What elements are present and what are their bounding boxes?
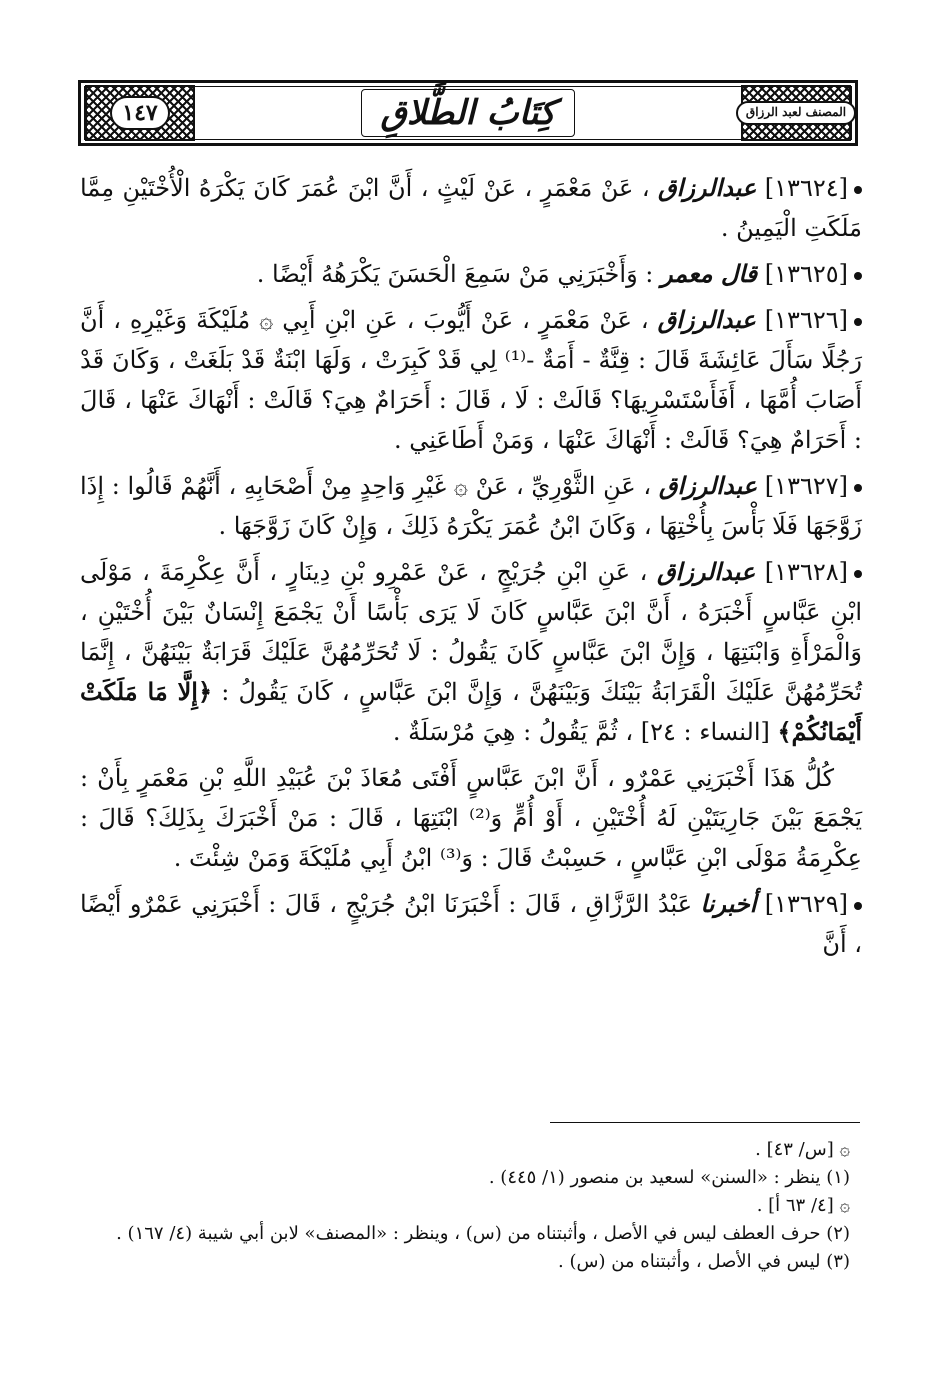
hadith-text: ، عَنْ مَعْمَرٍ ، عَنْ أَيُّوبَ ، عَنِ ابْنِ أَبِي ۞ مُلَيْكَةَ وَغَيْرِهِ ، أَنَّ رَجُلًا سَأَلَ عَائِشَةَ قَالَ : قِنَّةٌ - أَمَةٌ -⁽¹⁾ لِي قَدْ كَبِرَتْ ، وَلَهَا ابْنَةٌ قَدْ بَلَغَتْ ، وَكَانَ قَدْ أَصَابَ أُمَّهَا ، أَفَأَسْتَسْرِيهَا؟ قَالَتْ : لَا ، قَالَ : أَحَرَامٌ هِيَ؟ قَالَتْ : أَنْهَاكَ عَنْهَا ، قَالَ : أَحَرَامٌ هِيَ؟ قَالَتْ : أَنْهَاكَ عَنْهَا ، وَمَنْ أَطَاعَنِي . [80, 306, 863, 454]
bullet-icon [854, 186, 862, 194]
narrator: عبدالرزاق [658, 471, 758, 500]
hadith-number: [١٣٦٢٨] [764, 558, 848, 586]
page-number: ١٤٧ [110, 96, 169, 130]
narrator: عبدالرزاق [656, 557, 756, 586]
narrator: عبدالرزاق [658, 173, 757, 202]
hadith-entry [80, 168, 862, 248]
hadith-text-continued: ، ثُمَّ يَقُولُ : هِيَ مُرْسَلَةٌ . [392, 718, 634, 746]
continuation-paragraph: كُلُّ هَذَا أَخْبَرَنِي عَمْرٌو ، أَنَّ ابْنَ عَبَّاسٍ أَفْتَى مُعَاذَ بْنَ عُبَيْدِ اللَّهِ بْنِ مَعْمَرٍ بِأَنْ : يَجْمَعَ بَيْنَ جَارِيَتَيْنِ لَهُ أُخْتَيْنِ ، أَوْ أُمٍّ وَ⁽²⁾ ابْنَتِهَا ، قَالَ : مَنْ أَخْبَرَكَ بِذَلِكَ؟ قَالَ : عِكْرِمَةُ مَوْلَى ابْنِ عَبَّاسٍ ، حَسِبْتُ قَالَ : وَ⁽³⁾ ابْنُ أَبِي مُلَيْكَةَ وَمَنْ شِئْتَ . [80, 764, 863, 872]
hadith-number: [١٣٦٢٩] [764, 890, 848, 918]
book-title: كِتَابُ الطَّلاقِ [361, 89, 574, 137]
bullet-icon [854, 902, 862, 910]
footnote: (١) ينظر : «السنن» لسعيد بن منصور (١/ ٤٤٥) . [488, 1167, 850, 1188]
logo-text: المصنف لعبد الرزاق [736, 101, 856, 124]
hadith-entry [80, 552, 862, 752]
footnote: (٣) ليس في الأصل ، وأثبتناه من (س) . [558, 1251, 850, 1272]
page-header [78, 80, 858, 146]
hadith-entry [80, 300, 862, 460]
narrator: قال معمر [661, 259, 758, 288]
narrator: أخبرنا [700, 889, 757, 918]
footnote-divider [550, 1122, 860, 1123]
quran-verse: ﴿إِلَّا مَا مَلَكَتْ أَيْمَانُكُمْ﴾ [80, 677, 862, 746]
hadith-text: : وَأَخْبَرَنِي مَنْ سَمِعَ الْحَسَنَ يَكْرَهُهُ أَيْضًا . [256, 260, 654, 288]
hadith-number: [١٣٦٢٦] [764, 306, 848, 334]
hadith-number: [١٣٦٢٤] [764, 174, 848, 202]
footnotes [80, 1136, 850, 1276]
footnote: ۞ [س/ ٤٣] . [755, 1139, 850, 1160]
main-text [80, 168, 862, 970]
page-number-ornament [85, 85, 195, 141]
footnote: (٢) حرف العطف ليس في الأصل ، وأثبتناه من (س) ، وينظر : «المصنف» لابن أبي شيبة (٤/ ١٦٧) . [116, 1223, 850, 1244]
hadith-entry [80, 254, 862, 294]
bullet-icon [854, 570, 862, 578]
hadith-entry [80, 466, 862, 546]
bullet-icon [854, 318, 862, 326]
narrator: عبدالرزاق [657, 305, 756, 334]
hadith-text: عَبْدُ الرَّزَّاقِ ، قَالَ : أَخْبَرَنَا ابْنُ جُرَيْجٍ ، قَالَ : أَخْبَرَنِي عَمْرٌو أَيْضًا ، أَنَّ [80, 890, 862, 958]
verse-reference: [النساء : ٢٤] [640, 718, 770, 746]
hadith-entry [80, 884, 862, 964]
hadith-number: [١٣٦٢٥] [764, 260, 848, 288]
footnote: ۞ [٤/ ٦٣ أ] . [756, 1195, 850, 1216]
hadith-text: ، عَنِ ابْنِ جُرَيْجٍ ، عَنْ عَمْرِو بْنِ دِينَارٍ ، أَنَّ عِكْرِمَةَ ، مَوْلَى ابْنِ عَبَّاسٍ أَخْبَرَهُ ، أَنَّ ابْنَ عَبَّاسٍ كَانَ لَا يَرَى بَأْسًا أَنْ يَجْمَعَ إِنْسَانٌ بَيْنَ أُخْتَيْنِ ، وَالْمَرْأَةِ وَابْنَتِهَا ، وَإِنَّ ابْنَ عَبَّاسٍ كَانَ يَقُولُ : لَا تُحَرِّمُهُنَّ عَلَيْكَ قَرَابَةٌ بَيْنَهُنَّ ، إِنَّمَا تُحَرِّمُهُنَّ عَلَيْكَ الْقَرَابَةُ بَيْنَكَ وَبَيْنَهُنَّ ، وَإِنَّ ابْنَ عَبَّاسٍ ، كَانَ يَقُولُ : [80, 558, 862, 706]
publisher-logo [741, 85, 851, 141]
bullet-icon [854, 484, 862, 492]
bullet-icon [854, 272, 862, 280]
hadith-number: [١٣٦٢٧] [764, 472, 848, 500]
hadith-text: ، عَنْ مَعْمَرٍ ، عَنْ لَيْثٍ ، أَنَّ ابْنَ عُمَرَ كَانَ يَكْرَهُ الْأُخْتَيْنِ مِمَّا مَلَكَتِ الْيَمِينُ . [80, 174, 862, 242]
hadith-text: ، عَنِ الثَّوْرِيِّ ، عَنْ ۞ غَيْرِ وَاحِدٍ مِنْ أَصْحَابِهِ ، أَنَّهُمْ قَالُوا : إِذَا زَوَّجَهَا فَلَا بَأْسَ بِأُخْتِهَا ، وَكَانَ ابْنُ عُمَرَ يَكْرَهُ ذَلِكَ ، وَإِنْ كَانَ زَوَّجَهَا . [80, 472, 862, 540]
